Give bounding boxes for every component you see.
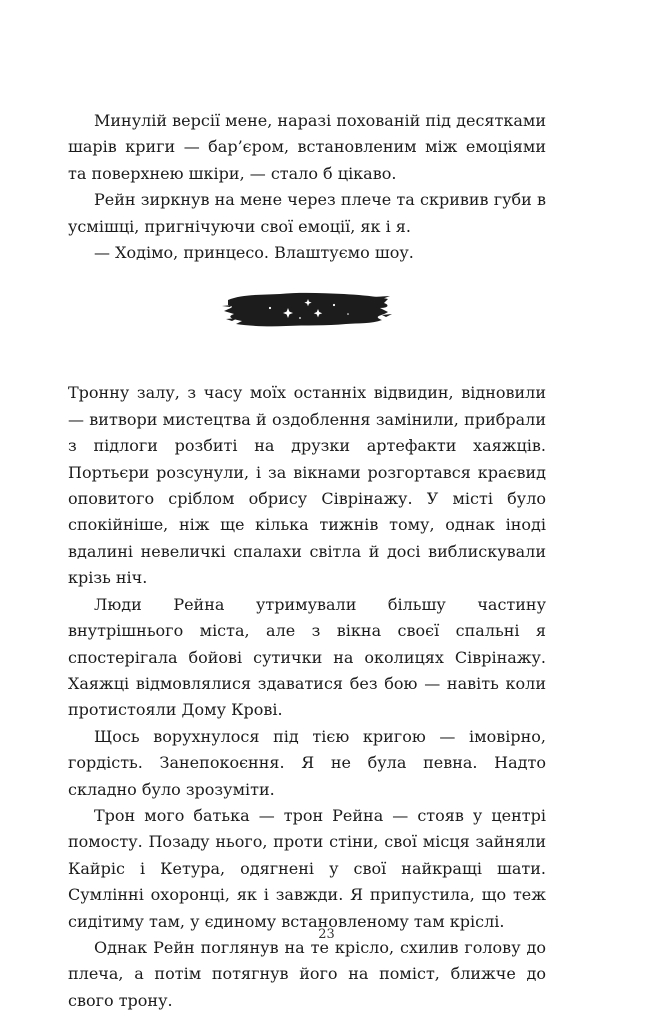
book-page <box>68 108 546 1014</box>
section-two <box>68 380 546 1014</box>
paragraph: Щось ворухнулося під тією кригою — імовірно, гордість. Занепокоєння. Я не була певна. Надто складно було зрозуміти. <box>68 726 546 799</box>
brush-stroke-stars-icon <box>222 286 392 338</box>
dialogue-line: — Ходімо, принцесо. Влаштуємо шоу. <box>94 243 414 263</box>
section-separator <box>68 286 546 338</box>
page-number: 23 <box>318 927 335 942</box>
section-one <box>68 108 546 266</box>
paragraph: Тронну залу, з часу моїх останніх відвидин, відновили — витвори мистецтва й оздоблення замінили, прибрали з підлоги розбиті на друзки артефакти хаяжців. Портьєри розсунули, і за вікнами розгортався краєвид оповитого сріблом обрису Сіврінажу. У місті було спокійніше, ніж ще кілька тижнів тому, однак іноді вдалині невеличкі спалахи світла й досі виблискували крізь ніч. <box>68 383 546 588</box>
paragraph: Однак Рейн поглянув на те крісло, схилив голову до плеча, а потім потягнув його на поміст, ближче до свого трону. <box>68 937 546 1010</box>
paragraph: Минулій версії мене, наразі похованій під десятками шарів криги — бар’єром, встановленим між емоціями та поверхнею шкіри, — стало б цікаво. <box>68 111 546 183</box>
paragraph: Трон мого батька — трон Рейна — стояв у центрі помосту. Позаду нього, проти стіни, свої місця зайняли Кайріс і Кетура, одягнені у свої найкращі шати. Сумлінні охоронці, як і завжди. Я припустила, що теж сидітиму там, у єдиному встановленому там кріслі. <box>68 805 546 931</box>
paragraph: Рейн зиркнув на мене через плече та скривив губи в усмішці, пригнічуючи свої емоції, як і я. <box>68 190 546 236</box>
paragraph: Люди Рейна утримували більшу частину внутрішнього міста, але з вікна своєї спальні я спостерігала бойові сутички на околицях Сіврінажу. Хаяжці відмовлялися здаватися без бою — навіть коли протистояли Дому Крові. <box>68 594 546 720</box>
